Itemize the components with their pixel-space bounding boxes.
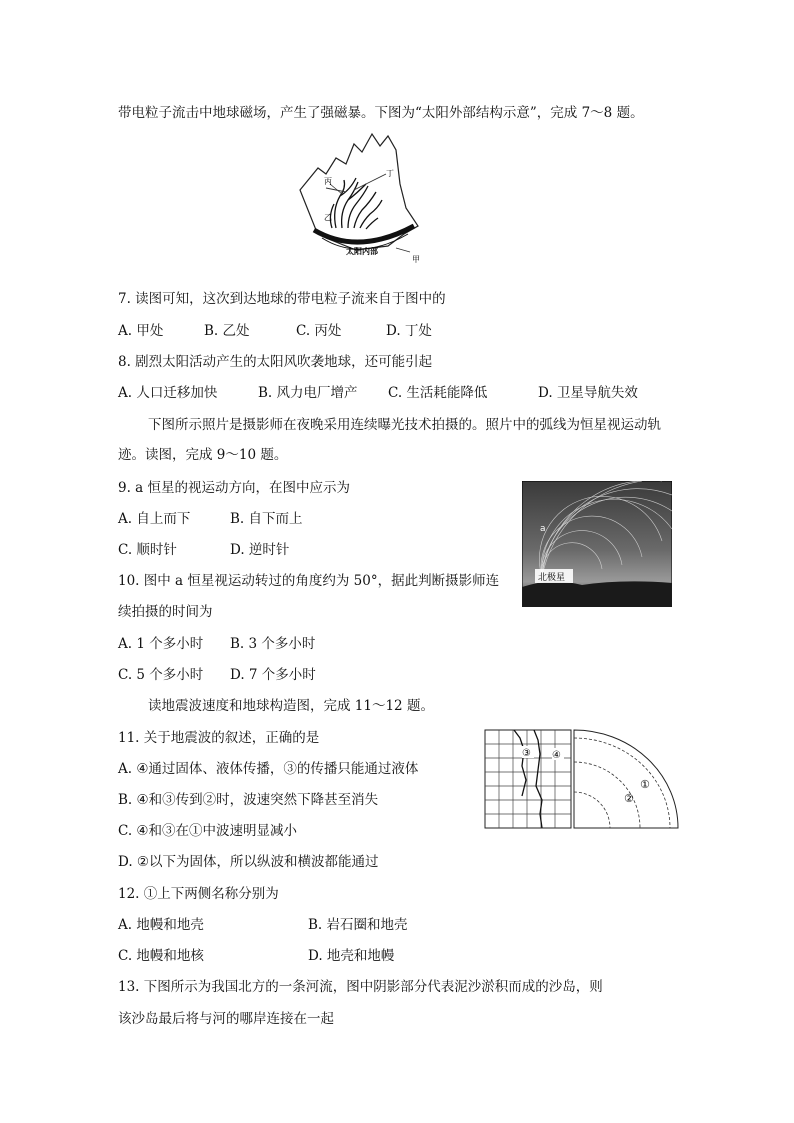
label-circle-1: ① [640,778,650,791]
label-circle-3: ③ [522,748,531,759]
sun-structure-figure [296,130,428,268]
label-inner: 太阳内部 [346,247,378,256]
q11-option-d: D. ②以下为固体，所以纵波和横波都能通过 [118,854,379,870]
q10-stem-line2: 续拍摄的时间为 [118,604,213,620]
q11-option-a: A. ④通过固体、液体传播，③的传播只能通过液体 [118,761,419,777]
seismic-figure [484,728,680,832]
label-ding: 丁 [386,169,394,178]
q8-option-c: C. 生活耗能降低 [388,385,488,401]
q7-option-b: B. 乙处 [204,323,250,339]
q12-option-c: C. 地幔和地核 [118,948,204,964]
q7-stem: 7. 读图可知，这次到达地球的带电粒子流来自于图中的 [118,291,446,307]
q13-stem-line1: 13. 下图所示为我国北方的一条河流，图中阴影部分代表泥沙淤积而成的沙岛，则 [118,979,603,995]
quake-para: 读地震波速度和地球构造图，完成 11～12 题。 [148,698,434,714]
q8-option-a: A. 人口迁移加快 [118,385,218,401]
star-para-line1: 下图所示照片是摄影师在夜晚采用连续曝光技术拍摄的。照片中的弧线为恒星视运动轨 [148,417,661,433]
q10-option-b: B. 3 个多小时 [230,636,316,652]
q7-option-d: D. 丁处 [386,323,432,339]
label-circle-2: ② [624,792,634,805]
q11-option-b: B. ④和③传到②时，波速突然下降甚至消失 [118,792,379,808]
q8-stem: 8. 剧烈太阳活动产生的太阳风吹袭地球，还可能引起 [118,354,433,370]
label-jia: 甲 [412,255,420,264]
q10-option-d: D. 7 个多小时 [230,667,316,683]
q11-option-c: C. ④和③在①中波速明显减小 [118,823,298,839]
label-star-a: a [540,524,546,534]
q12-option-b: B. 岩石圈和地壳 [308,917,408,933]
q8-option-d: D. 卫星导航失效 [538,385,638,401]
label-circle-4: ④ [552,750,561,761]
q12-stem: 12. ①上下两侧名称分别为 [118,886,279,902]
q9-option-d: D. 逆时针 [230,542,290,558]
q7-option-c: C. 丙处 [296,323,342,339]
star-para-line2: 迹。读图，完成 9～10 题。 [118,447,288,463]
q9-option-c: C. 顺时针 [118,542,177,558]
q11-stem: 11. 关于地震波的叙述，正确的是 [118,730,320,746]
label-bing: 丙 [324,177,332,186]
label-polaris: 北极星 [538,573,566,583]
q9-stem: 9. a 恒星的视运动方向，在图中应示为 [118,480,351,496]
star-trail-photo [522,481,672,607]
q12-option-d: D. 地壳和地幔 [308,948,395,964]
q8-option-b: B. 风力电厂增产 [258,385,358,401]
q9-option-b: B. 自下而上 [230,511,303,527]
q12-option-a: A. 地幔和地壳 [118,917,204,933]
intro-text: 带电粒子流击中地球磁场，产生了强磁暴。下图为“太阳外部结构示意”，完成 7～8 题。 [118,105,644,121]
q10-option-a: A. 1 个多小时 [118,636,204,652]
q9-option-a: A. 自上而下 [118,511,191,527]
label-yi: 乙 [324,213,332,222]
q7-option-a: A. 甲处 [118,323,164,339]
q10-option-c: C. 5 个多小时 [118,667,204,683]
q10-stem-line1: 10. 图中 a 恒星视运动转过的角度约为 50°，据此判断摄影师连 [118,573,500,589]
q13-stem-line2: 该沙岛最后将与河的哪岸连接在一起 [118,1011,334,1027]
